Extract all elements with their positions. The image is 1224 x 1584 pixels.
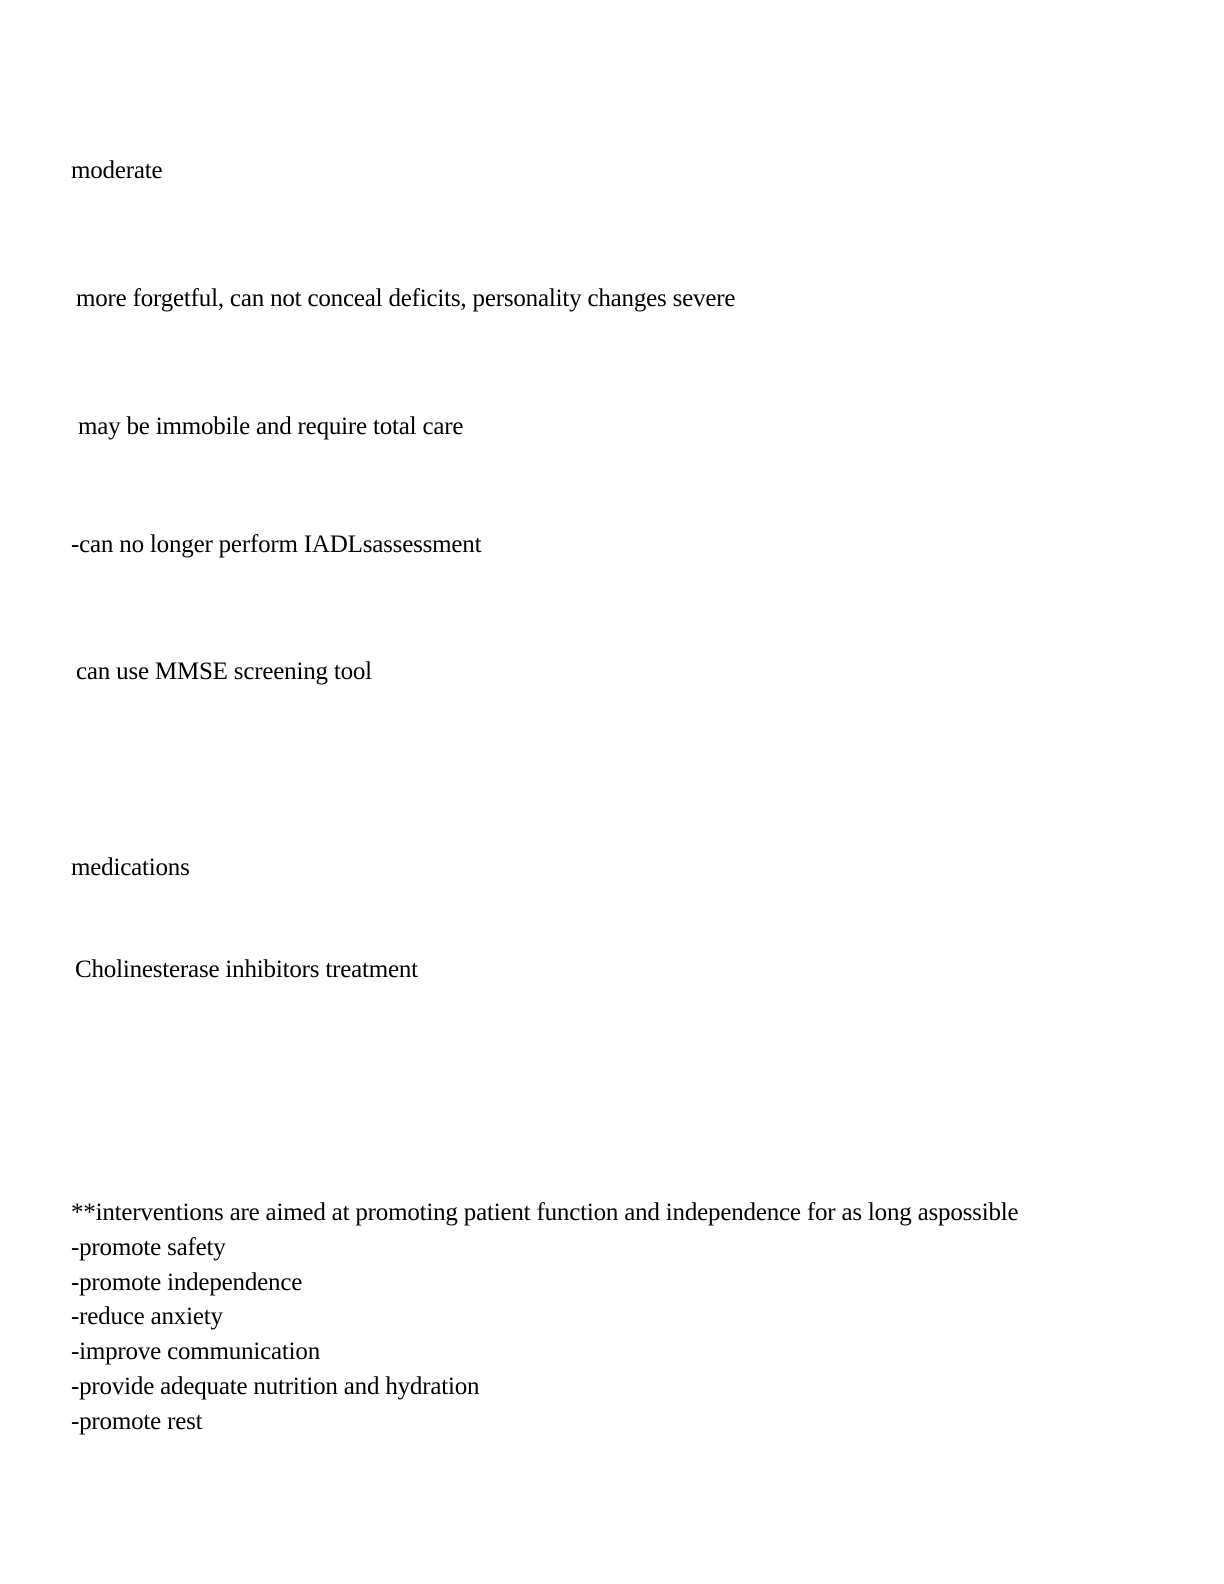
mmse-screening-line: can use MMSE screening tool (76, 658, 372, 685)
intervention-item: -promote independence (71, 1268, 303, 1296)
heading-moderate: moderate (71, 157, 163, 184)
intervention-item: -promote safety (71, 1233, 226, 1261)
iadl-assessment-line: -can no longer perform IADLsassessment (71, 531, 482, 558)
intervention-item: -reduce anxiety (71, 1303, 223, 1331)
heading-medications: medications (71, 854, 190, 881)
moderate-description: more forgetful, can not conceal deficits, personality changes severe (76, 285, 736, 312)
intervention-item: -promote rest (71, 1407, 203, 1435)
intervention-item: -improve communication (71, 1338, 321, 1366)
interventions-intro: **interventions are aimed at promoting patient function and independence for as long aspossible (71, 1199, 1019, 1226)
interventions-block (71, 1196, 1018, 1440)
intervention-item: -provide adequate nutrition and hydration (71, 1372, 480, 1400)
severe-description: may be immobile and require total care (78, 413, 464, 440)
treatment-line: Cholinesterase inhibitors treatment (75, 956, 418, 983)
